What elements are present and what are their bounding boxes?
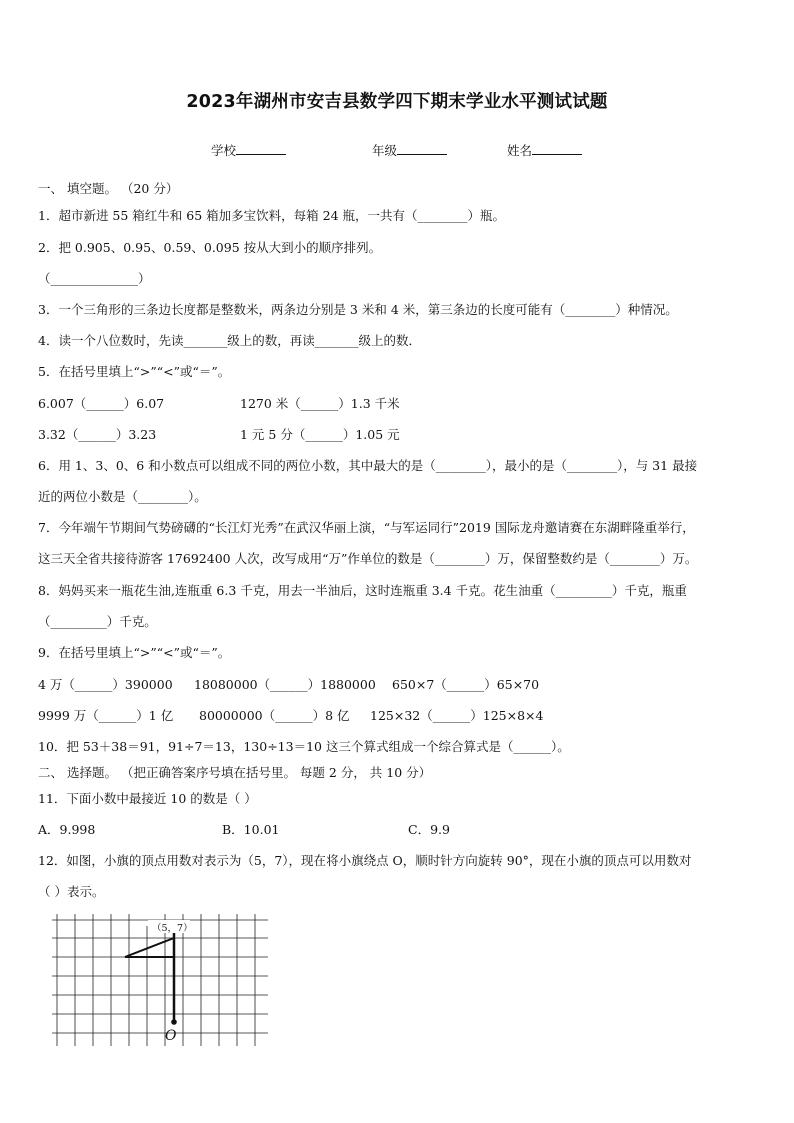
flag-grid-figure [52,914,274,1046]
section1-heading: 一、 填空题。 （20 分） [38,181,179,196]
name-field [507,141,582,159]
question-7-line2: 这三天全省共接待游客 17692400 人次，改写成用“万”作单位的数是（________）万，保留整数约是（________）万。 [38,551,698,566]
grade-label: 年级 [372,143,398,158]
question-9-item: 18080000（______）1880000 [194,677,376,692]
school-blank [236,142,286,155]
question-12-line1: 12．如图，小旗的顶点用数对表示为（5，7），现在将小旗绕点 O，顺时针方向旋转 90°，现在小旗的顶点可以用数对 [38,853,692,868]
question-11: 11．下面小数中最接近 10 的数是（ ） [38,791,257,806]
vertex-coordinate-label: （5，7） [152,923,193,934]
flag-shape [125,929,177,1025]
section2-heading: 二、 选择题。 （把正确答案序号填在括号里。 每题 2 分， 共 10 分） [38,765,432,780]
question-9-item: 4 万（______）390000 [38,677,173,692]
question-5-item: 1270 米（______）1.3 千米 [240,396,400,411]
name-blank [532,142,582,155]
question-10: 10．把 53＋38＝91，91÷7＝13，130÷13＝10 这三个算式组成一个综合算式是（______）。 [38,739,570,754]
question-9-item: 125×32（______）125×8×4 [370,708,544,723]
question-5-item: 3.32（______）3.23 [38,427,157,442]
question-1: 1．超市新进 55 箱红牛和 65 箱加多宝饮料，每箱 24 瓶，一共有（________）瓶。 [38,208,506,223]
question-5-item: 6.007（______）6.07 [38,396,165,411]
question-4: 4．读一个八位数时，先读_______级上的数，再读_______级上的数． [38,333,421,348]
grade-blank [397,142,447,155]
question-2-answer: （______________） [38,271,151,286]
question-9-item: 80000000（______）8 亿 [199,708,350,723]
question-12-line2: （ ）表示。 [38,884,105,899]
question-5: 5．在括号里填上“>”“<”或“＝”。 [38,364,231,379]
origin-point [171,1019,177,1025]
question-7-line1: 7．今年端午节期间气势磅礴的“长江灯光秀”在武汉华丽上演，“与军运同行”2019 国际龙舟邀请赛在东湖畔隆重举行， [38,520,695,535]
option-a: A．9.998 [38,822,96,837]
question-3: 3．一个三角形的三条边长度都是整数米，两条边分别是 3 米和 4 米，第三条边的长度可能有（________）种情况。 [38,302,678,317]
school-label: 学校 [211,143,237,158]
question-6-line1: 6．用 1、3、0、6 和小数点可以组成不同的两位小数，其中最大的是（________），最小的是（________），与 31 最接 [38,458,698,473]
question-8-line1: 8．妈妈买来一瓶花生油,连瓶重 6.3 千克，用去一半油后，这时连瓶重 3.4 千克。花生油重（_________）千克，瓶重 [38,583,687,598]
question-2: 2．把 0.905、0.95、0.59、0.095 按从大到小的顺序排列。 [38,240,382,255]
question-6-line2: 近的两位小数是（________）。 [38,489,207,504]
question-8-line2: （_________）千克。 [38,614,157,629]
option-c: C．9.9 [408,822,450,837]
question-9-item: 650×7（______）65×70 [392,677,540,692]
name-label: 姓名 [507,143,533,158]
origin-label: O [165,1028,177,1044]
school-field [211,141,286,159]
grade-field [372,141,447,159]
question-9-item: 9999 万（______）1 亿 [38,708,174,723]
question-9: 9．在括号里填上“>”“<”或“＝”。 [38,645,231,660]
page-title: 2023年湖州市安吉县数学四下期末学业水平测试试题 [186,92,608,112]
question-5-item: 1 元 5 分（______）1.05 元 [240,427,400,442]
option-b: B．10.01 [222,822,280,837]
